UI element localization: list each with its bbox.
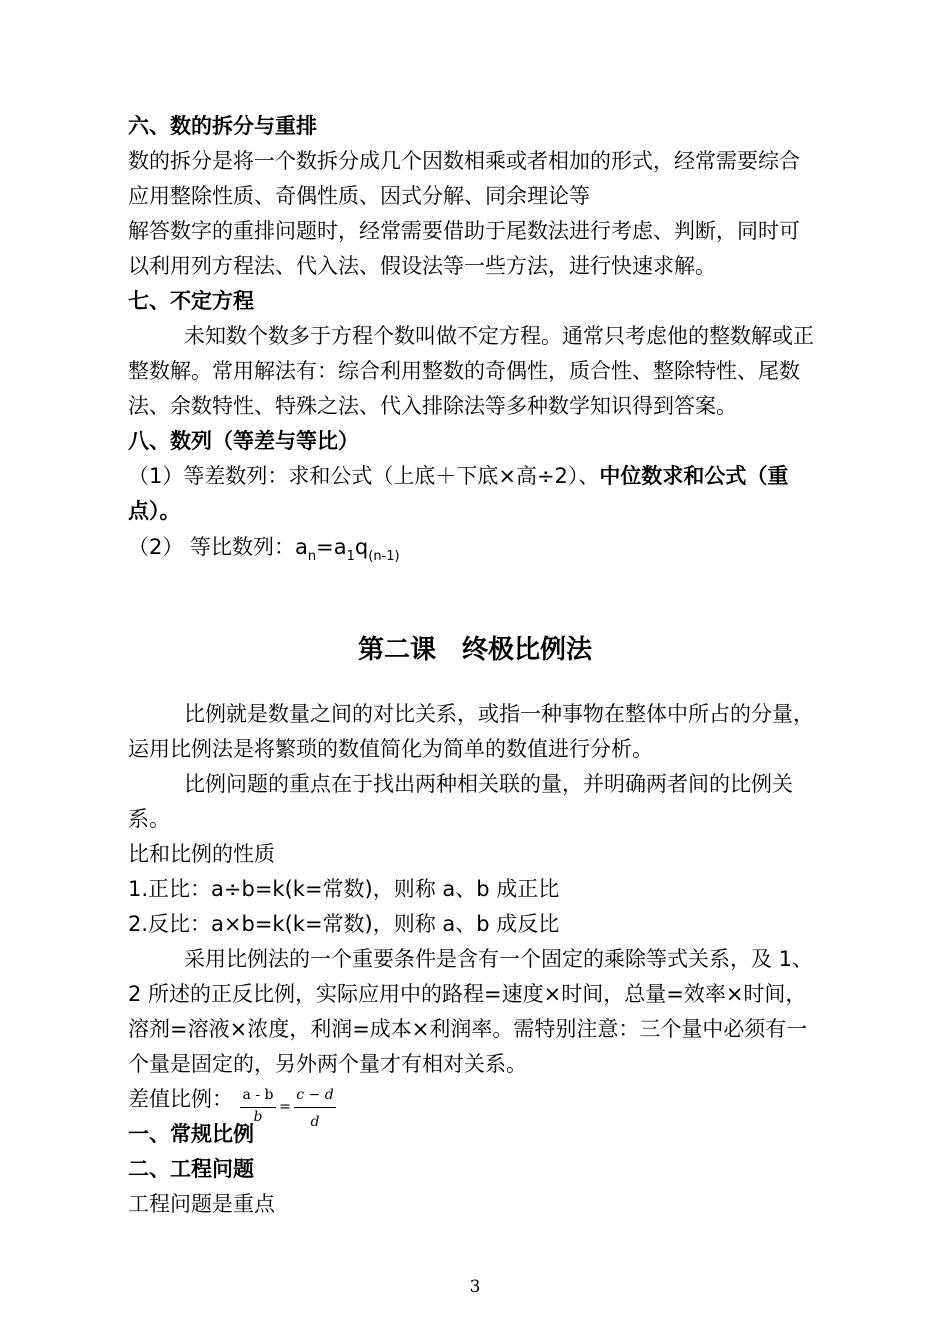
- section-heading-8: 八、数列（等差与等比）: [128, 429, 359, 453]
- geometric-formula: $a_n=a_1q_{(n-1)}$: [295, 535, 400, 564]
- fraction-numerator: a - b: [242, 1087, 274, 1103]
- properties-title: 比和比例的性质: [128, 842, 275, 866]
- geometric-sequence-item: [128, 535, 400, 564]
- paragraph-line: 整数解。常用解法有：综合利用整数的奇偶性，质合性、整除特性、尾数: [128, 359, 800, 383]
- lesson-title: 第二课 终极比例法: [357, 635, 592, 665]
- paragraph-line: 比例问题的重点在于找出两种相关联的量，并明确两者间的比例关: [184, 772, 793, 796]
- fraction-bar: [294, 1107, 336, 1108]
- equals-sign: =: [279, 1099, 291, 1115]
- paragraph-line: 数的拆分是将一个数拆分成几个因数相乘或者相加的形式，经常需要综合: [128, 149, 800, 173]
- subsection-heading-1: 一、常规比例: [128, 1122, 254, 1146]
- paragraph-line: 法、余数特性、特殊之法、代入排除法等多种数学知识得到答案。: [128, 394, 737, 418]
- arithmetic-sequence-item: [128, 466, 788, 487]
- property-inverse-ratio: 2.反比：a×b=k(k=常数)，则称 a、b 成反比: [128, 912, 560, 936]
- difference-ratio-formula: [240, 1088, 340, 1132]
- paragraph-line: 2 所述的正反比例，实际应用中的路程=速度×时间，总量=效率×时间，: [128, 982, 807, 1006]
- paragraph-line: 采用比例法的一个重要条件是含有一个固定的乘除等式关系，及 1、: [184, 947, 814, 971]
- paragraph-line: 个量是固定的，另外两个量才有相对关系。: [128, 1052, 527, 1076]
- section-heading-6: 六、数的拆分与重排: [128, 114, 317, 138]
- paragraph-line: 以利用列方程法、代入法、假设法等一些方法，进行快速求解。: [128, 254, 716, 278]
- fraction-denominator: b: [253, 1109, 263, 1125]
- fraction-bar: [240, 1107, 276, 1108]
- paragraph-line: 比例就是数量之间的对比关系，或指一种事物在整体中所占的分量，: [184, 702, 814, 726]
- difference-ratio-label: 差值比例：: [128, 1087, 233, 1111]
- item-text: （2） 等比数列：: [128, 535, 296, 559]
- item-emphasis: 中位数求和公式（重: [599, 464, 789, 488]
- paragraph-line: 溶剂=溶液×浓度，利润=成本×利润率。需特别注意：三个量中必须有一: [128, 1017, 808, 1041]
- section-heading-7: 七、不定方程: [128, 289, 254, 313]
- paragraph-line: 应用整除性质、奇偶性质、因式分解、同余理论等: [128, 184, 590, 208]
- subsection-heading-2: 二、工程问题: [128, 1157, 254, 1181]
- page-number: 3: [469, 1277, 481, 1297]
- paragraph-line: 系。: [128, 807, 170, 831]
- item-text: （1）等差数列：求和公式（上底＋下底×高÷2）、: [128, 464, 600, 488]
- fraction-denominator: d: [310, 1114, 320, 1130]
- property-direct-ratio: 1.正比：a÷b=k(k=常数)，则称 a、b 成正比: [128, 877, 560, 901]
- paragraph-line: 运用比例法是将繁琐的数值简化为简单的数值进行分析。: [128, 737, 653, 761]
- paragraph-line: 工程问题是重点: [128, 1192, 275, 1216]
- paragraph-line: 未知数个数多于方程个数叫做不定方程。通常只考虑他的整数解或正: [184, 324, 814, 348]
- paragraph-line: 解答数字的重排问题时，经常需要借助于尾数法进行考虑、判断，同时可: [128, 219, 800, 243]
- item-emphasis-continued: 点）。: [128, 499, 181, 523]
- fraction-numerator: c − d: [296, 1087, 334, 1103]
